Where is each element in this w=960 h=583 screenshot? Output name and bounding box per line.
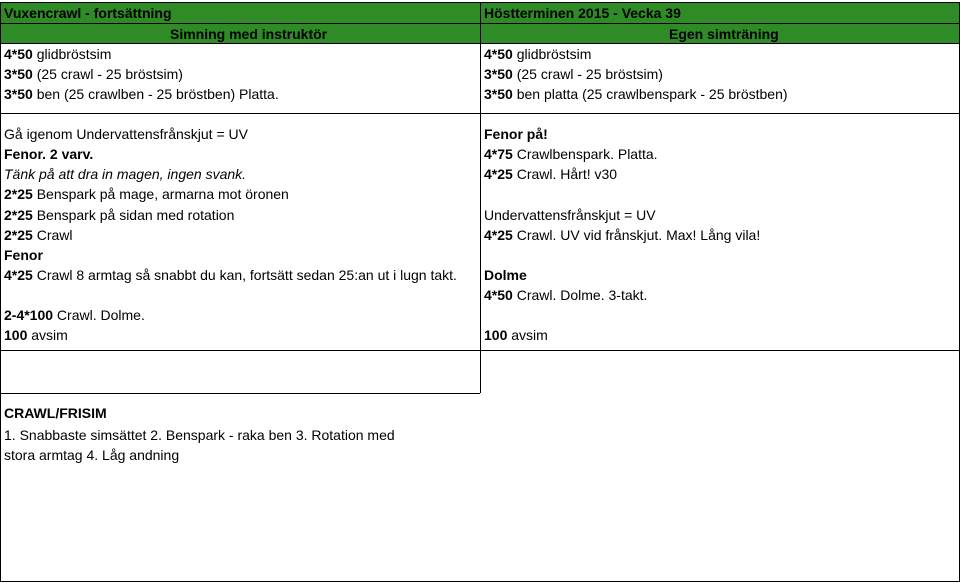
row-divider-main <box>0 350 960 351</box>
main-right-row: 4*25 Crawl. Hårt! v30 <box>484 166 618 182</box>
main-right-row: 4*50 Crawl. Dolme. 3-takt. <box>484 287 648 303</box>
main-right-row: 4*75 Crawlbenspark. Platta. <box>484 146 658 162</box>
notes-body: 1. Snabbaste simsättet 2. Benspark - raka ben 3. Rotation med stora armtag 4. Låg andning <box>4 427 395 463</box>
main-left-row: 2*25 Crawl <box>4 227 73 243</box>
warmup-left-row: 3*50 ben (25 crawlben - 25 bröstben) Platta. <box>4 86 279 102</box>
col-header-instructor: Simning med instruktör <box>170 26 328 42</box>
warmup-left-row: 3*50 (25 crawl - 25 bröstsim) <box>4 66 183 82</box>
main-right-row: 100 avsim <box>484 327 548 343</box>
main-left-row: Fenor. 2 varv. <box>4 146 94 162</box>
row-divider-warmup <box>0 113 960 114</box>
main-left-row: Fenor <box>4 247 43 263</box>
main-right-row: 4*25 Crawl. UV vid frånskjut. Max! Lång vila! <box>484 227 761 243</box>
warmup-left-row: 4*50 glidbröstsim <box>4 46 112 62</box>
notes-heading: CRAWL/FRISIM <box>4 405 107 421</box>
main-left-row: 2*25 Benspark på mage, armarna mot öronen <box>4 186 289 202</box>
main-right-row: Undervattensfrånskjut = UV <box>484 207 656 223</box>
main-left-row: Tänk på att dra in magen, ingen svank. <box>4 166 247 182</box>
main-left-row: 2-4*100 Crawl. Dolme. <box>4 307 145 323</box>
main-right-row: Dolme <box>484 267 527 283</box>
warmup-right-row: 4*50 glidbröstsim <box>484 46 592 62</box>
main-left-row: 2*25 Benspark på sidan med rotation <box>4 207 235 223</box>
main-left-row: 4*25 Crawl 8 armtag så snabbt du kan, fortsätt sedan 25:an ut i lugn takt. <box>4 267 457 283</box>
border-left <box>0 2 1 582</box>
column-divider <box>480 2 481 393</box>
main-left-row: Gå igenom Undervattensfrånskjut = UV <box>4 126 248 142</box>
row-divider-notes <box>0 393 480 394</box>
col-header-own-training: Egen simträning <box>669 26 779 42</box>
warmup-right-row: 3*50 (25 crawl - 25 bröstsim) <box>484 66 663 82</box>
main-right-row: Fenor på! <box>484 126 548 142</box>
document-title: Vuxencrawl - fortsättning <box>4 5 172 21</box>
term-label: Höstterminen 2015 - Vecka 39 <box>484 5 681 21</box>
border-bottom <box>0 581 960 582</box>
warmup-right-row: 3*50 ben platta (25 crawlbenspark - 25 bröstben) <box>484 86 788 102</box>
main-left-row: 100 avsim <box>4 327 68 343</box>
